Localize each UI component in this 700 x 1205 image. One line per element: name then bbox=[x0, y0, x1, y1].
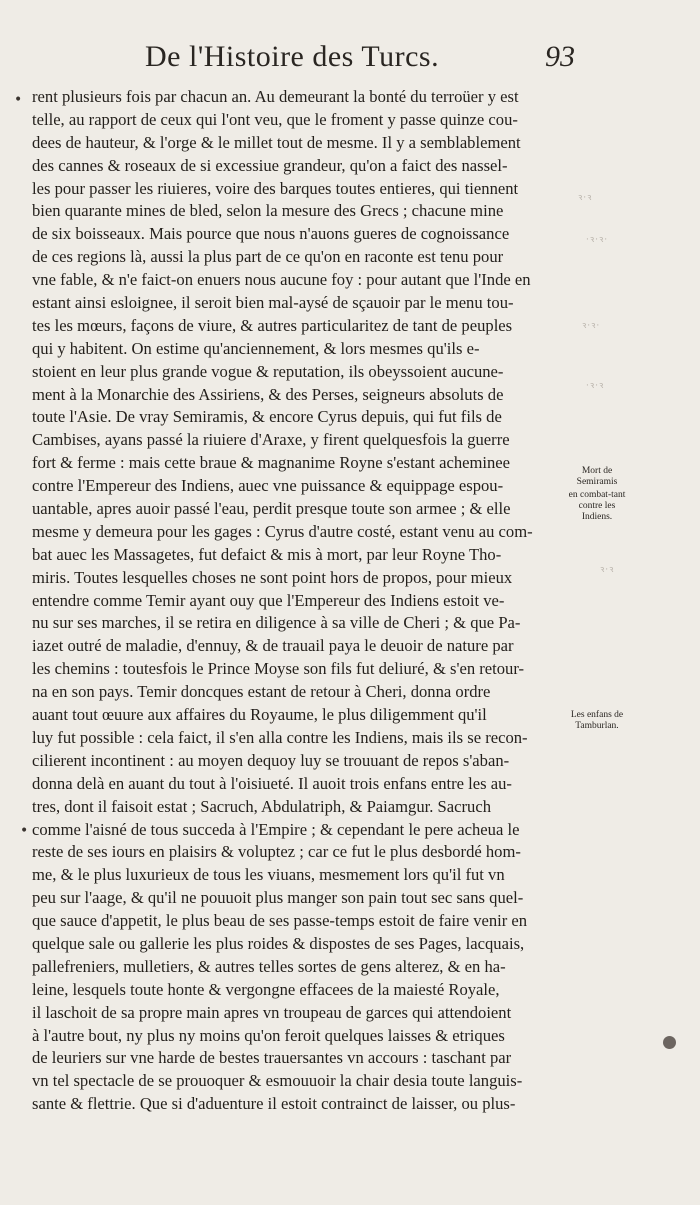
text-line: il laschoit de sa propre main apres vn troupeau de garces qui attendoient bbox=[32, 1002, 512, 1022]
text-line: tes les mœurs, façons de viure, & autres particularitez de tant de peuples bbox=[32, 315, 513, 335]
text-line: donna delà en auant du tout à l'oisiueté. Il auoit trois enfans entre les au- bbox=[32, 773, 512, 793]
text-line: luy fut possible : cela faict, il s'en alla contre les Indiens, mais ils se recon- bbox=[32, 727, 528, 747]
text-line: contre l'Empereur des Indiens, auec vne puissance & equippage espou- bbox=[32, 476, 504, 496]
text-line: miris. Toutes lesquelles choses ne sont point hors de propos, pour mieux bbox=[32, 567, 513, 587]
text-line: rent plusieurs fois par chacun an. Au demeurant la bonté du terroüer y est bbox=[32, 87, 519, 106]
text-line: mesme y demeura pour les gages : Cyrus d'autre costé, estant venu au com- bbox=[32, 521, 533, 541]
show-through-text: ꝛ·ꝛ bbox=[578, 193, 593, 203]
text-line: leine, lesquels toute honte & vergongne effacees de la maiesté Royale, bbox=[32, 979, 500, 999]
text-line: peu sur l'aage, & qu'il ne pouuoit plus manger son pain tout sec sans quel- bbox=[32, 888, 524, 908]
show-through-text: ·ꝛ·ꝛ bbox=[586, 381, 605, 391]
text-line: des cannes & roseaux de si excessiue grandeur, qu'on a faict des nassel- bbox=[32, 155, 508, 175]
text-line: vne fable, & n'e faict-on enuers nous aucune foy : pour autant que l'Inde en bbox=[32, 270, 531, 290]
text-line: telle, au rapport de ceux qui l'ont veu, que le froment y passe quinze cou- bbox=[32, 109, 518, 129]
ink-stain bbox=[663, 1036, 676, 1049]
page-header bbox=[145, 40, 575, 80]
running-title: De l'Histoire des Turcs. bbox=[145, 40, 440, 73]
text-line: pallefreniers, mulletiers, & autres telles sortes de gens alterez, & en ha- bbox=[32, 956, 506, 976]
page-number: 93 bbox=[545, 40, 575, 73]
margin-mark: • bbox=[20, 823, 29, 839]
text-line: Cambises, ayans passé la riuiere d'Araxe, y firent quelquesfois la guerre bbox=[32, 430, 510, 450]
text-line: bien quarante mines de bled, selon la mesure des Grecs ; chacune mine bbox=[32, 201, 504, 221]
text-line: de leuriers sur vne harde de bestes trauersantes vn accours : taschant par bbox=[32, 1048, 512, 1068]
text-line: de six boisseaux. Mais pource que nous n'auons gueres de cognoissance bbox=[32, 224, 510, 244]
text-line: fort & ferme : mais cette braue & magnanime Royne s'estant acheminee bbox=[32, 453, 511, 473]
text-line: comme l'aisné de tous succeda à l'Empire ; & cependant le pere acheua le bbox=[32, 819, 520, 839]
margin-note-combat-indiens: en combat-tant contre les Indiens. bbox=[568, 490, 626, 522]
text-line: à l'autre bout, ny plus ny moins qu'on feroit quelques laisses & etriques bbox=[32, 1025, 505, 1045]
margin-note-enfans-tamburlan: Les enfans de Tamburlan. bbox=[570, 710, 624, 731]
text-line: nu sur ses marches, il se retira en diligence à sa ville de Cheri ; & que Pa- bbox=[32, 613, 521, 633]
show-through-text: ꝛ·ꝛ· bbox=[582, 321, 601, 331]
text-line: quelque sale ou gallerie les plus roides & dispostes de ses Pages, lacquais, bbox=[32, 933, 525, 953]
text-line: sante & flettrie. Que si d'aduenture il estoit contrainct de laisser, ou plus- bbox=[32, 1094, 516, 1114]
text-line: stoient en leur plus grande vogue & reputation, ils obeyssoient aucune- bbox=[32, 361, 504, 381]
show-through-text: ꝛ·ꝛ bbox=[600, 565, 615, 575]
text-line: dees de hauteur, & l'orge & le millet tout de mesme. Il y a semblablement bbox=[32, 132, 521, 152]
text-line: iazet outré de maladie, d'ennuy, & de trauail paya le deuoir de nature par bbox=[32, 636, 514, 656]
text-line: ment à la Monarchie des Assiriens, & des Perses, seigneurs absoluts de bbox=[32, 384, 504, 404]
text-line: na en son pays. Temir doncques estant de retour à Cheri, donna ordre bbox=[32, 682, 491, 702]
text-line: tres, dont il faisoit estat ; Sacruch, Abdulatriph, & Paiamgur. Sacruch bbox=[32, 796, 492, 816]
show-through-text: ·ꝛ·ꝛ· bbox=[586, 235, 609, 245]
text-line: de ces regions là, aussi la plus part de ce qu'on en raconte est tenu pour bbox=[32, 247, 504, 267]
text-line: reste de ses iours en plaisirs & voluptez ; car ce fut le plus desbordé hom- bbox=[32, 842, 521, 862]
body-text bbox=[32, 86, 572, 1116]
text-line: que sauce d'appetit, le plus beau de ses passe-temps estoit de faire venir en bbox=[32, 911, 528, 931]
text-line: auant tout œuure aux affaires du Royaume, le plus diligemment qu'il bbox=[32, 705, 487, 725]
margin-note-mort-de-semiramis: Mort de Semiramis bbox=[576, 466, 618, 487]
text-line: qui y habitent. On estime qu'anciennement, & lors mesmes qu'ils e- bbox=[32, 338, 480, 358]
text-line: entendre comme Temir ayant ouy que l'Empereur des Indiens estoit ve- bbox=[32, 590, 505, 610]
text-line: me, & le plus luxurieux de tous les viuans, mesmement lors qu'il fut vn bbox=[32, 865, 505, 885]
text-line: vn tel spectacle de se prouoquer & esmouuoir la chair desia toute languis- bbox=[32, 1071, 523, 1091]
text-line: les pour passer les riuieres, voire des barques toutes entieres, qui tiennent bbox=[32, 178, 519, 198]
text-line: estant ainsi esloignee, il seroit bien mal-aysé de sçauoir par le menu tou- bbox=[32, 293, 514, 313]
text-line: toute l'Asie. De vray Semiramis, & encore Cyrus depuis, qui fut fils de bbox=[32, 407, 502, 427]
text-line: uantable, apres auoir passé l'eau, perdit presque toute son armee ; & elle bbox=[32, 499, 511, 519]
margin-mark: • bbox=[14, 92, 23, 108]
text-line: bat auec les Massagetes, fut defaict & mis à mort, par leur Royne Tho- bbox=[32, 544, 502, 564]
text-line: cilierent incontinent : au moyen dequoy luy se trouuant de repos s'aban- bbox=[32, 750, 510, 770]
text-line: les chemins : toutesfois le Prince Moyse son fils fut deliuré, & s'en retour- bbox=[32, 659, 525, 679]
